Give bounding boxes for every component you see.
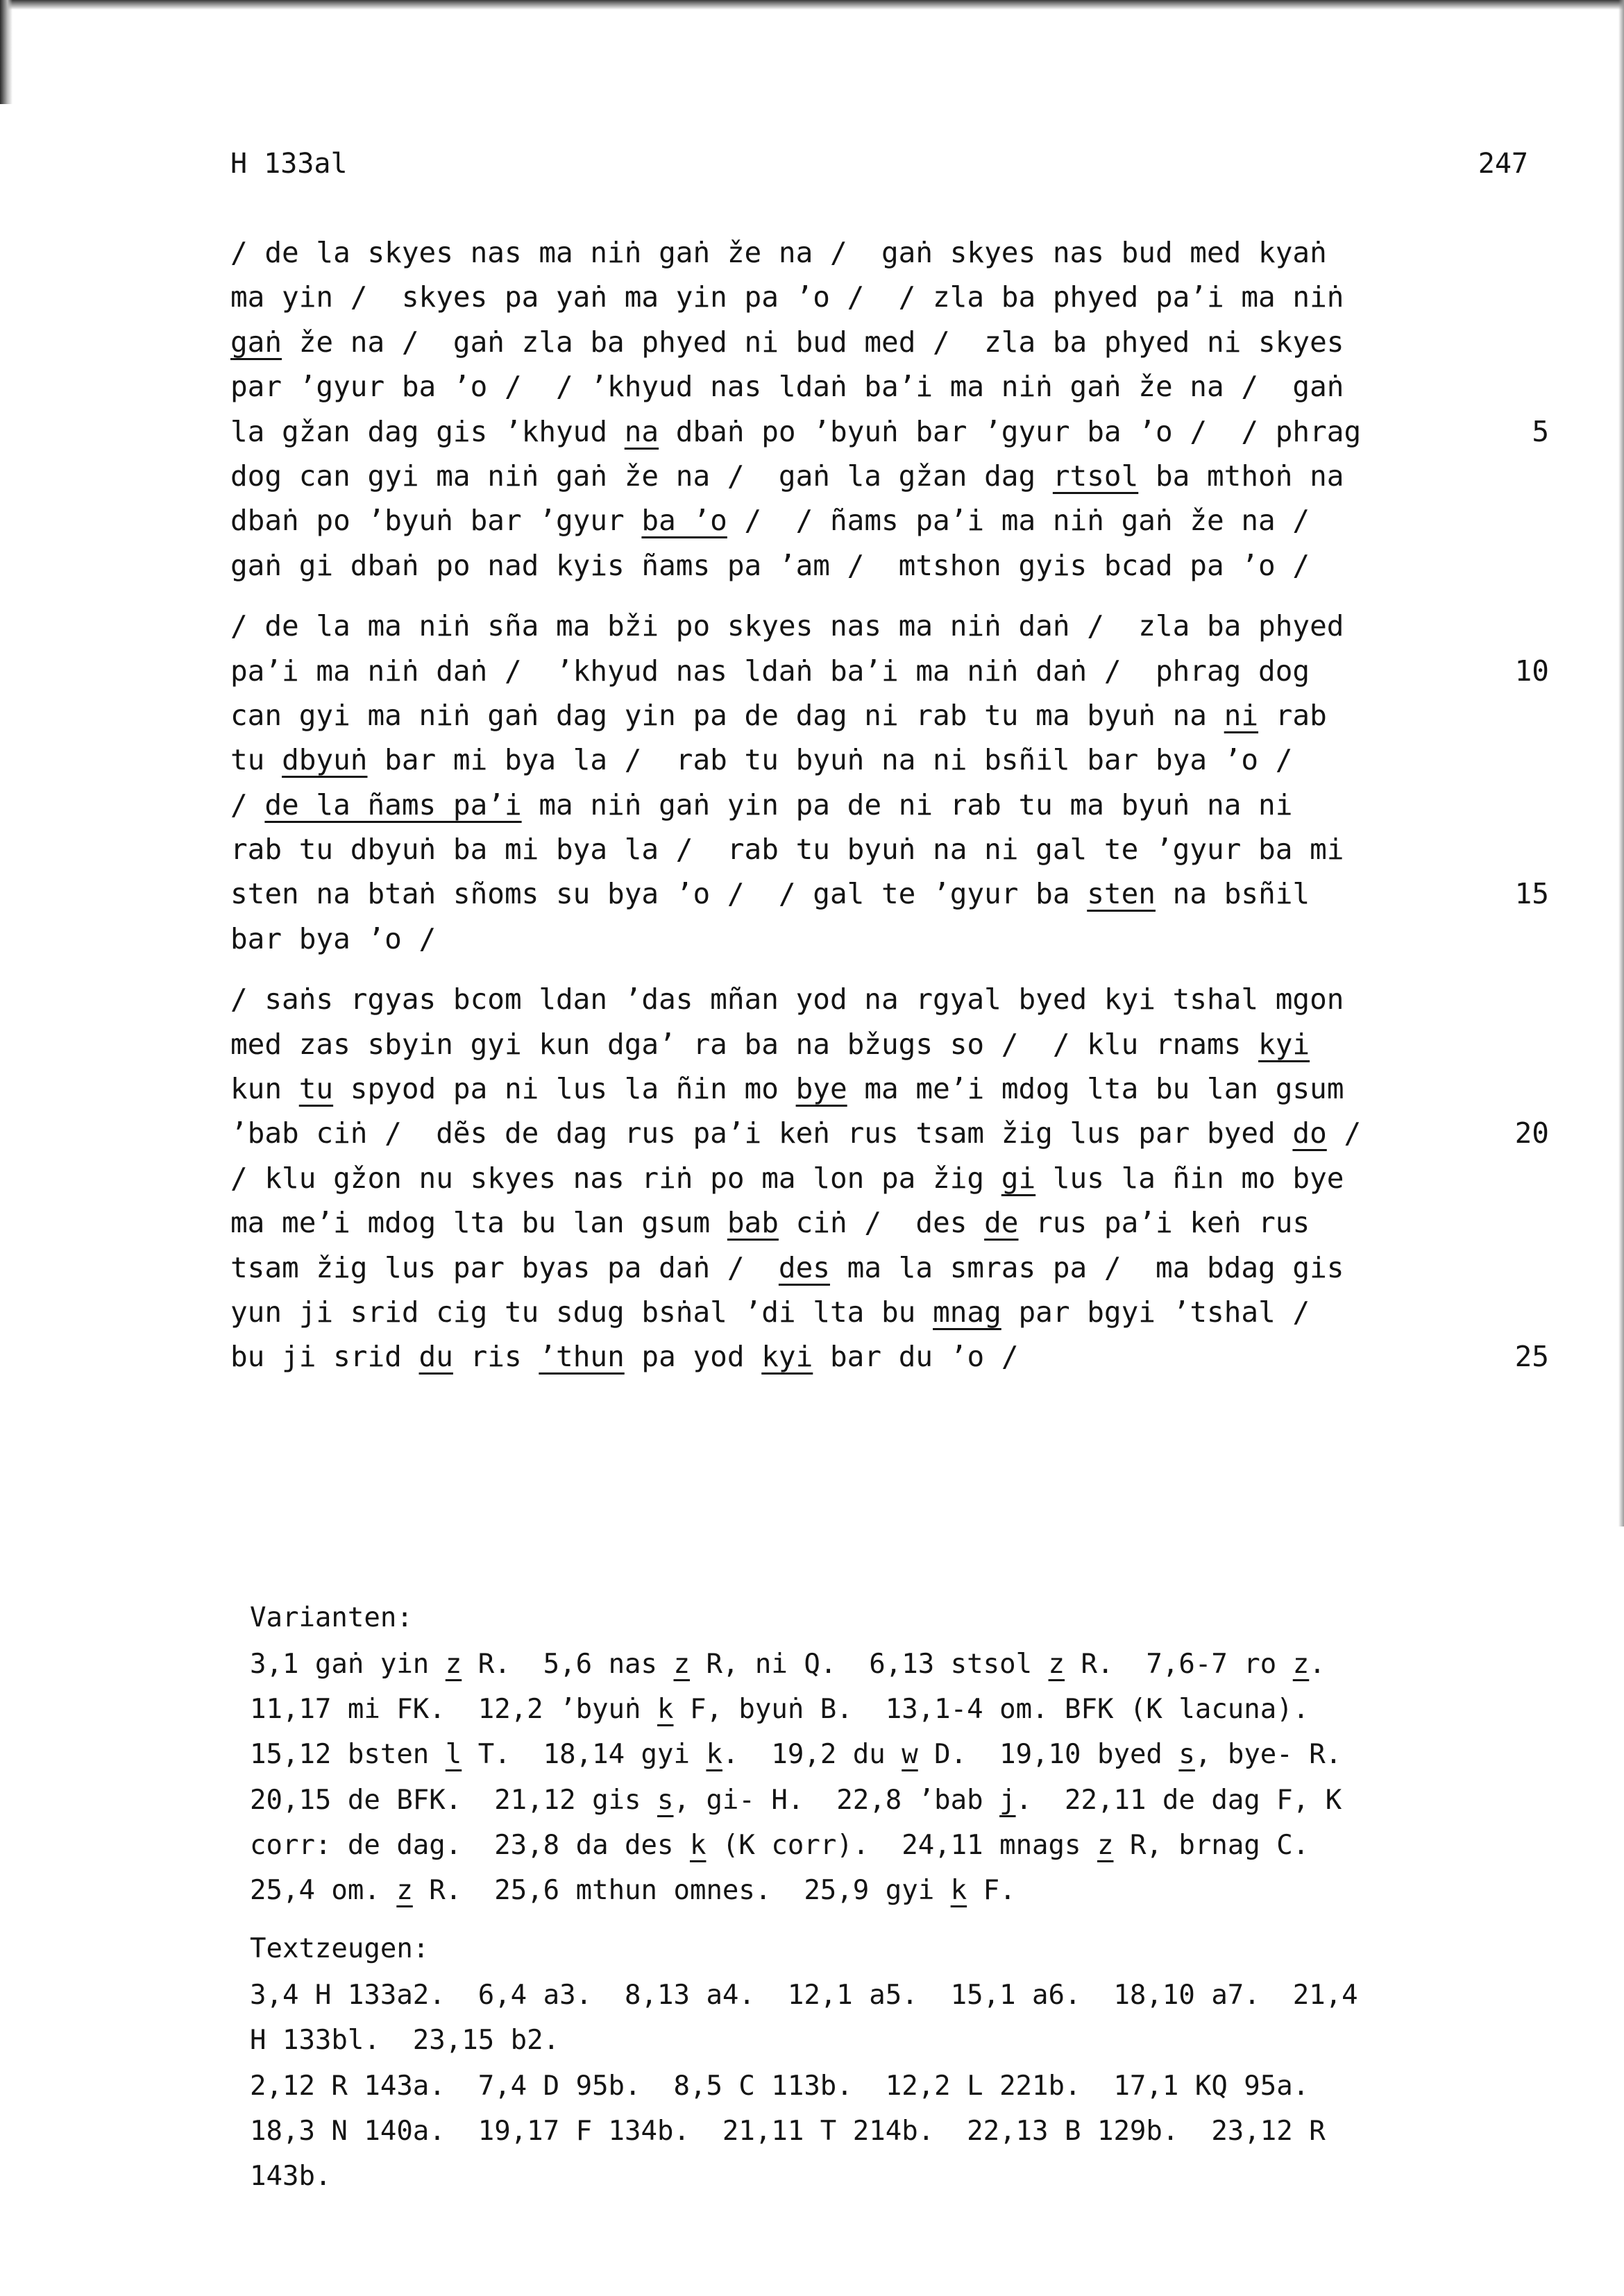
text-segment: ba mthoṅ na xyxy=(1138,459,1344,493)
text-segment: lus la ñin mo bye xyxy=(1035,1161,1344,1195)
text-segment: / xyxy=(230,788,265,822)
text-segment: tsam žig lus par byas pa daṅ / xyxy=(230,1250,779,1284)
text-segment: (K corr). 24,11 mnags xyxy=(706,1829,1097,1861)
text-segment: ma me’i mdog lta bu lan gsum xyxy=(230,1206,727,1240)
text-segment: ma me’i mdog lta bu lan gsum xyxy=(847,1072,1344,1106)
underlined-word: ni xyxy=(1224,698,1259,732)
varianten-heading: Varianten: xyxy=(250,1602,413,1633)
apparatus xyxy=(250,1595,1568,2199)
underlined-word: ba ’o xyxy=(641,504,727,538)
textzeugen-heading: Textzeugen: xyxy=(250,1933,430,1965)
text-line xyxy=(230,738,1549,782)
variant-line xyxy=(250,1823,1568,1868)
text-segment: rab tu dbyuṅ ba mi bya la / rab tu byuṅ na ni gal te ’gyur ba mi xyxy=(230,833,1344,867)
underlined-word: s xyxy=(1178,1739,1195,1771)
text-line xyxy=(230,230,1549,275)
variant-line xyxy=(250,1642,1568,1687)
text-line xyxy=(230,1111,1549,1155)
text-segment: yun ji srid cig tu sdug bsṅal ’di lta bu xyxy=(230,1295,933,1329)
main-text xyxy=(230,230,1549,1379)
text-segment: 20,15 de BFK. 21,12 gis xyxy=(250,1784,657,1816)
folio-reference: H 133al xyxy=(230,148,348,180)
text-segment: bu ji srid xyxy=(230,1340,419,1374)
scan-edge-right xyxy=(1618,0,1624,1527)
textzeugen-line: H 133bl. 23,15 b2. xyxy=(250,2025,560,2057)
underlined-word: z xyxy=(673,1649,690,1680)
text-segment: dog can gyi ma niṅ gaṅ že na / gaṅ la gžan dag xyxy=(230,459,1053,493)
text-segment: / de la skyes nas ma niṅ gaṅ že na / gaṅ skyes nas bud med kyaṅ xyxy=(230,236,1327,269)
text-segment: D. 19,10 byed xyxy=(917,1739,1179,1771)
line-number: 10 xyxy=(1514,654,1549,688)
text-line xyxy=(230,409,1549,454)
textzeugen-line: 3,4 H 133a2. 6,4 a3. 8,13 a4. 12,1 a5. 15,1 a6. 18,10 a7. 21,4 xyxy=(250,1980,1358,2012)
scan-edge-left xyxy=(0,0,12,104)
underlined-word: z xyxy=(1097,1829,1114,1861)
text-segment: R. 7,6-7 ro xyxy=(1065,1649,1293,1680)
text-segment: / saṅs rgyas bcom ldan ’das mñan yod na rgyal byed kyi tshal mgon xyxy=(230,983,1344,1017)
text-segment: tu xyxy=(230,743,282,777)
text-segment: 11,17 mi FK. 12,2 ’byuṅ xyxy=(250,1694,657,1726)
variant-line xyxy=(250,1732,1568,1777)
text-segment: / / ñams pa’i ma niṅ gaṅ že na / xyxy=(727,504,1310,538)
text-segment: / xyxy=(1326,1116,1362,1150)
underlined-word: w xyxy=(902,1739,918,1771)
text-segment: bar bya ’o / xyxy=(230,921,437,955)
text-segment: dbaṅ po ’byuṅ bar ’gyur xyxy=(230,504,642,538)
underlined-word: k xyxy=(950,1874,967,1906)
text-line xyxy=(230,1334,1549,1379)
underlined-word: k xyxy=(706,1739,722,1771)
text-segment: med zas sbyin gyi kun dga’ ra ba na bžugs so / / klu rnams xyxy=(230,1027,1259,1061)
text-segment: pa yod xyxy=(624,1340,762,1374)
underlined-word: gi xyxy=(1001,1161,1036,1195)
text-segment: ma niṅ gaṅ yin pa de ni rab tu ma byuṅ na ni xyxy=(521,788,1293,822)
page-header xyxy=(230,147,1528,180)
text-segment: 3,1 gaṅ yin xyxy=(250,1649,446,1680)
underlined-word: z xyxy=(1048,1649,1065,1680)
text-segment: par bgyi ’tshal / xyxy=(1001,1295,1310,1329)
text-line xyxy=(230,1200,1549,1245)
underlined-word: z xyxy=(445,1649,462,1680)
line-number: 25 xyxy=(1514,1340,1549,1374)
text-segment: ris xyxy=(452,1340,539,1374)
text-segment: / klu gžon nu skyes nas riṅ po ma lon pa žig xyxy=(230,1161,1001,1195)
text-line xyxy=(230,917,1549,961)
text-line xyxy=(230,977,1549,1021)
text-line xyxy=(230,871,1549,916)
text-segment: T. 18,14 gyi xyxy=(462,1739,707,1771)
underlined-word: de xyxy=(984,1206,1019,1240)
underlined-word: z xyxy=(1292,1649,1310,1680)
text-segment: R, brnag C. xyxy=(1113,1829,1310,1861)
underlined-word: z xyxy=(396,1874,413,1906)
text-segment: že na / gaṅ zla ba phyed ni bud med / zla ba phyed ni skyes xyxy=(282,325,1344,359)
underlined-word: des xyxy=(778,1250,830,1284)
underlined-word: sten xyxy=(1087,877,1156,911)
text-segment: ma yin / skyes pa yaṅ ma yin pa ’o / / zla ba phyed pa’i ma niṅ xyxy=(230,280,1344,314)
underlined-word: k xyxy=(657,1694,674,1726)
text-line xyxy=(230,783,1549,827)
text-line xyxy=(230,543,1549,588)
underlined-word: bab xyxy=(727,1206,779,1240)
underlined-word: kyi xyxy=(1258,1027,1310,1061)
text-segment: , gi- H. 22,8 ’bab xyxy=(673,1784,1000,1816)
text-segment: ’bab ciṅ / dẽs de dag rus pa’i keṅ rus tsam žig lus par byed xyxy=(230,1116,1293,1150)
underlined-word: du xyxy=(418,1340,453,1374)
text-line xyxy=(230,693,1549,738)
underlined-word: ’thun xyxy=(539,1340,625,1374)
text-segment: R. 25,6 mthun omnes. 25,9 gyi xyxy=(412,1874,951,1906)
text-segment: gaṅ gi dbaṅ po nad kyis ñams pa ’am / mtshon gyis bcad pa ’o / xyxy=(230,548,1310,582)
text-segment: bar mi bya la / rab tu byuṅ na ni bsñil bar bya ’o / xyxy=(367,743,1293,777)
apparatus-spacer xyxy=(250,1913,1568,1925)
text-line xyxy=(230,827,1549,871)
variant-line xyxy=(250,1868,1568,1913)
text-segment: pa’i ma niṅ daṅ / ’khyud nas ldaṅ ba’i ma niṅ daṅ / phrag dog xyxy=(230,654,1310,688)
text-segment: corr: de dag. 23,8 da des xyxy=(250,1829,690,1861)
text-line xyxy=(230,1156,1549,1200)
text-segment: rab xyxy=(1258,698,1327,732)
text-segment: 15,12 bsten xyxy=(250,1739,446,1771)
text-segment: bar du ’o / xyxy=(813,1340,1019,1374)
text-segment: . 19,2 du xyxy=(722,1739,902,1771)
underlined-word: bye xyxy=(795,1072,847,1106)
underlined-word: gaṅ xyxy=(230,325,282,359)
variant-line xyxy=(250,1687,1568,1732)
underlined-word: tu xyxy=(298,1072,334,1106)
text-segment: . 22,11 de dag F, K xyxy=(1015,1784,1342,1816)
underlined-word: l xyxy=(445,1739,462,1771)
textzeugen-line: 143b. xyxy=(250,2160,332,2192)
text-line xyxy=(230,1245,1549,1290)
text-segment: dbaṅ po ’byuṅ bar ’gyur ba ’o / / phrag xyxy=(659,414,1362,448)
scan-edge-top xyxy=(0,0,1624,10)
text-segment: ma la smras pa / ma bdag gis xyxy=(829,1250,1344,1284)
text-segment: rus pa’i keṅ rus xyxy=(1018,1206,1310,1240)
text-segment: par ’gyur ba ’o / / ’khyud nas ldaṅ ba’i ma niṅ gaṅ že na / gaṅ xyxy=(230,370,1344,404)
text-segment: / de la ma niṅ sña ma bži po skyes nas ma niṅ daṅ / zla ba phyed xyxy=(230,609,1344,643)
line-number: 15 xyxy=(1514,877,1549,911)
text-line xyxy=(230,364,1549,409)
text-line xyxy=(230,604,1549,648)
line-number: 20 xyxy=(1514,1116,1549,1150)
text-line xyxy=(230,498,1549,543)
text-segment: 25,4 om. xyxy=(250,1874,397,1906)
underlined-word: s xyxy=(657,1784,674,1816)
page-number: 247 xyxy=(1478,148,1528,180)
line-number: 5 xyxy=(1532,414,1549,448)
text-line xyxy=(230,275,1549,319)
text-segment: F. xyxy=(967,1874,1016,1906)
text-segment: , bye- R. xyxy=(1194,1739,1342,1771)
underlined-word: j xyxy=(999,1784,1016,1816)
text-segment: R. 5,6 nas xyxy=(462,1649,674,1680)
underlined-word: do xyxy=(1292,1116,1327,1150)
text-line xyxy=(230,1022,1549,1066)
text-line xyxy=(230,1290,1549,1334)
varianten-list xyxy=(250,1642,1568,1913)
variant-line xyxy=(250,1778,1568,1823)
underlined-word: rtsol xyxy=(1052,459,1139,493)
text-segment: R, ni Q. 6,13 stsol xyxy=(689,1649,1049,1680)
text-segment: spyod pa ni lus la ñin mo xyxy=(333,1072,796,1106)
text-segment: na bsñil xyxy=(1155,877,1310,911)
text-segment: la gžan dag gis ’khyud xyxy=(230,414,625,448)
text-segment: ciṅ / des xyxy=(778,1206,985,1240)
text-segment: F, byuṅ B. 13,1-4 om. BFK (K lacuna). xyxy=(673,1694,1310,1726)
text-line xyxy=(230,649,1549,693)
paragraph-gap xyxy=(230,961,1549,977)
text-line xyxy=(230,1066,1549,1111)
text-line xyxy=(230,320,1549,364)
text-line xyxy=(230,454,1549,498)
paragraph-gap xyxy=(230,588,1549,604)
text-segment: sten na btaṅ sñoms su bya ’o / / gal te ’gyur ba xyxy=(230,877,1088,911)
underlined-word: na xyxy=(624,414,659,448)
text-segment: can gyi ma niṅ gaṅ dag yin pa de dag ni rab tu ma byuṅ na xyxy=(230,698,1224,732)
textzeugen-line: 18,3 N 140a. 19,17 F 134b. 21,11 T 214b. 22,13 B 129b. 23,12 R xyxy=(250,2115,1326,2147)
textzeugen-line: 2,12 R 143a. 7,4 D 95b. 8,5 C 113b. 12,2 L 221b. 17,1 KQ 95a. xyxy=(250,2070,1310,2102)
underlined-word: k xyxy=(689,1829,707,1861)
underlined-word: mnag xyxy=(933,1295,1001,1329)
text-segment: kun xyxy=(230,1072,299,1106)
text-segment: . xyxy=(1309,1649,1326,1680)
underlined-word: de la ñams pa’i xyxy=(264,788,522,822)
underlined-word: kyi xyxy=(761,1340,813,1374)
underlined-word: dbyuṅ xyxy=(282,743,368,777)
